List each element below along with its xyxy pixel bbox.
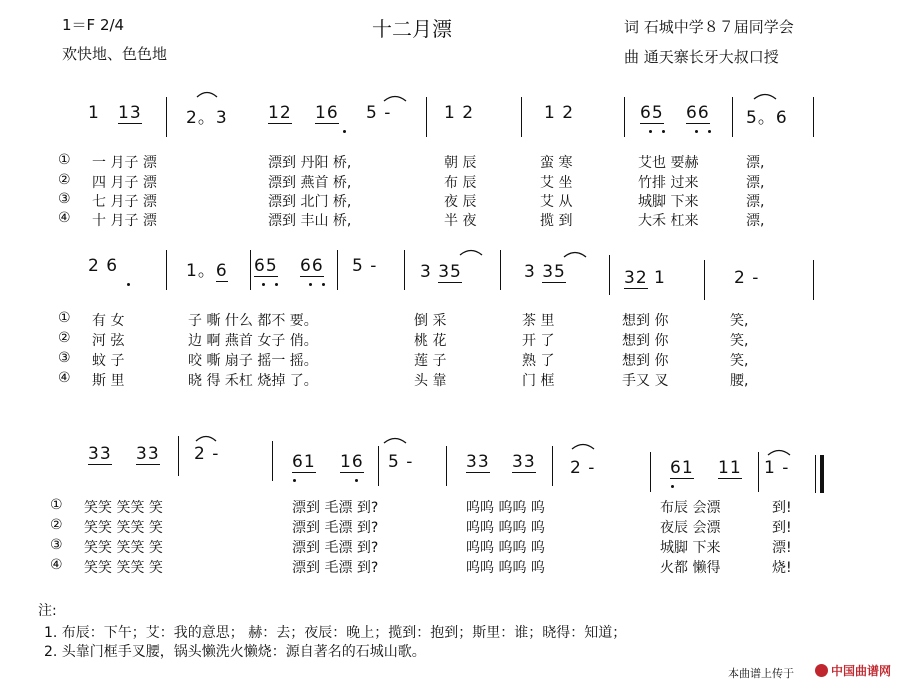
- logo-icon: [815, 664, 828, 677]
- key-signature: 1＝F 2/4: [62, 16, 125, 34]
- note: 5 -: [352, 256, 378, 276]
- note-group: 65: [254, 256, 278, 276]
- note-group: 33: [512, 452, 536, 472]
- note: 2 -: [570, 458, 596, 478]
- low-octave-dot: [127, 283, 130, 286]
- fermata-arc: [195, 88, 219, 98]
- barline: [813, 97, 814, 137]
- slur-arc: [752, 90, 778, 100]
- barline: [166, 97, 167, 137]
- note: 3 35: [524, 262, 566, 282]
- barline: [650, 452, 651, 492]
- note-group: 16: [340, 452, 364, 472]
- note: 2 6: [88, 256, 119, 276]
- note: 1: [88, 103, 100, 123]
- low-octave-dot: [649, 130, 652, 133]
- low-octave-dot: [343, 130, 346, 133]
- note: 1 2: [544, 103, 575, 123]
- note-group: 65: [640, 103, 664, 123]
- low-octave-dot: [671, 485, 674, 488]
- low-octave-dot: [262, 283, 265, 286]
- low-octave-dot: [355, 479, 358, 482]
- note-group: 66: [686, 103, 710, 123]
- low-octave-dot: [662, 130, 665, 133]
- slur-arc: [382, 92, 408, 102]
- barline: [500, 250, 501, 290]
- site-name: 中国曲谱网: [831, 664, 892, 678]
- barline: [250, 250, 251, 290]
- slur-arc: [382, 434, 408, 444]
- barline: [624, 97, 625, 137]
- final-barline-thin: [815, 455, 816, 493]
- note: 1。6: [186, 261, 228, 281]
- page-title: 十二月漂: [372, 17, 452, 41]
- notes-label: 注:: [38, 603, 57, 619]
- barline: [704, 260, 705, 300]
- slur-arc: [570, 440, 596, 450]
- note-group: 16: [315, 103, 339, 123]
- low-octave-dot: [309, 283, 312, 286]
- barline: [378, 446, 379, 486]
- barline: [272, 441, 273, 481]
- barline: [337, 250, 338, 290]
- note: 32 1: [624, 268, 666, 288]
- barline: [521, 97, 522, 137]
- barline: [732, 97, 733, 137]
- note-group: 33: [88, 444, 112, 464]
- low-octave-dot: [695, 130, 698, 133]
- note-group: 13: [118, 103, 142, 123]
- barline: [166, 250, 167, 290]
- barline: [178, 436, 179, 476]
- note: 2 -: [734, 268, 760, 288]
- slur-arc: [562, 248, 588, 258]
- note: 5。6: [746, 108, 788, 128]
- final-barline-thick: [820, 455, 824, 493]
- low-octave-dot: [708, 130, 711, 133]
- note: 1 2: [444, 103, 475, 123]
- note: 5 -: [388, 452, 414, 472]
- note-group: 66: [300, 256, 324, 276]
- note: 5 -: [366, 103, 392, 123]
- note-group: 11: [718, 458, 742, 478]
- upload-label: 本曲谱上传于: [728, 667, 794, 680]
- note: 2 -: [194, 444, 220, 464]
- low-octave-dot: [322, 283, 325, 286]
- barline: [426, 97, 427, 137]
- slur-arc: [766, 446, 792, 456]
- composer: 曲 通天寨长牙大叔口授: [624, 48, 779, 66]
- slur-arc: [458, 246, 484, 256]
- barline: [404, 250, 405, 290]
- note-group: 12: [268, 103, 292, 123]
- tempo-marking: 欢快地、色色地: [62, 45, 168, 63]
- site-logo[interactable]: [815, 662, 891, 679]
- note: 2。3: [186, 108, 228, 128]
- slur-arc: [194, 432, 218, 442]
- barline: [552, 446, 553, 486]
- barline: [758, 452, 759, 492]
- barline: [813, 260, 814, 300]
- note-group: 33: [466, 452, 490, 472]
- barline: [609, 255, 610, 295]
- low-octave-dot: [293, 479, 296, 482]
- barline: [446, 446, 447, 486]
- note-group: 61: [292, 452, 316, 472]
- note-line-1: 1. 布辰：下午；艾：我的意思； 赫：去；夜辰：晚上；揽到：抱到；斯里：谁；晓得：知道；: [44, 625, 627, 641]
- note: 1 -: [764, 458, 790, 478]
- lyricist: 词 石城中学８７届同学会: [624, 18, 794, 36]
- note-line-2: 2. 头靠门框手叉腰，锅头懒洗火懒烧：源自著名的石城山歌。: [44, 644, 426, 660]
- note: 3 35: [420, 262, 462, 282]
- low-octave-dot: [275, 283, 278, 286]
- note-group: 33: [136, 444, 160, 464]
- note-group: 61: [670, 458, 694, 478]
